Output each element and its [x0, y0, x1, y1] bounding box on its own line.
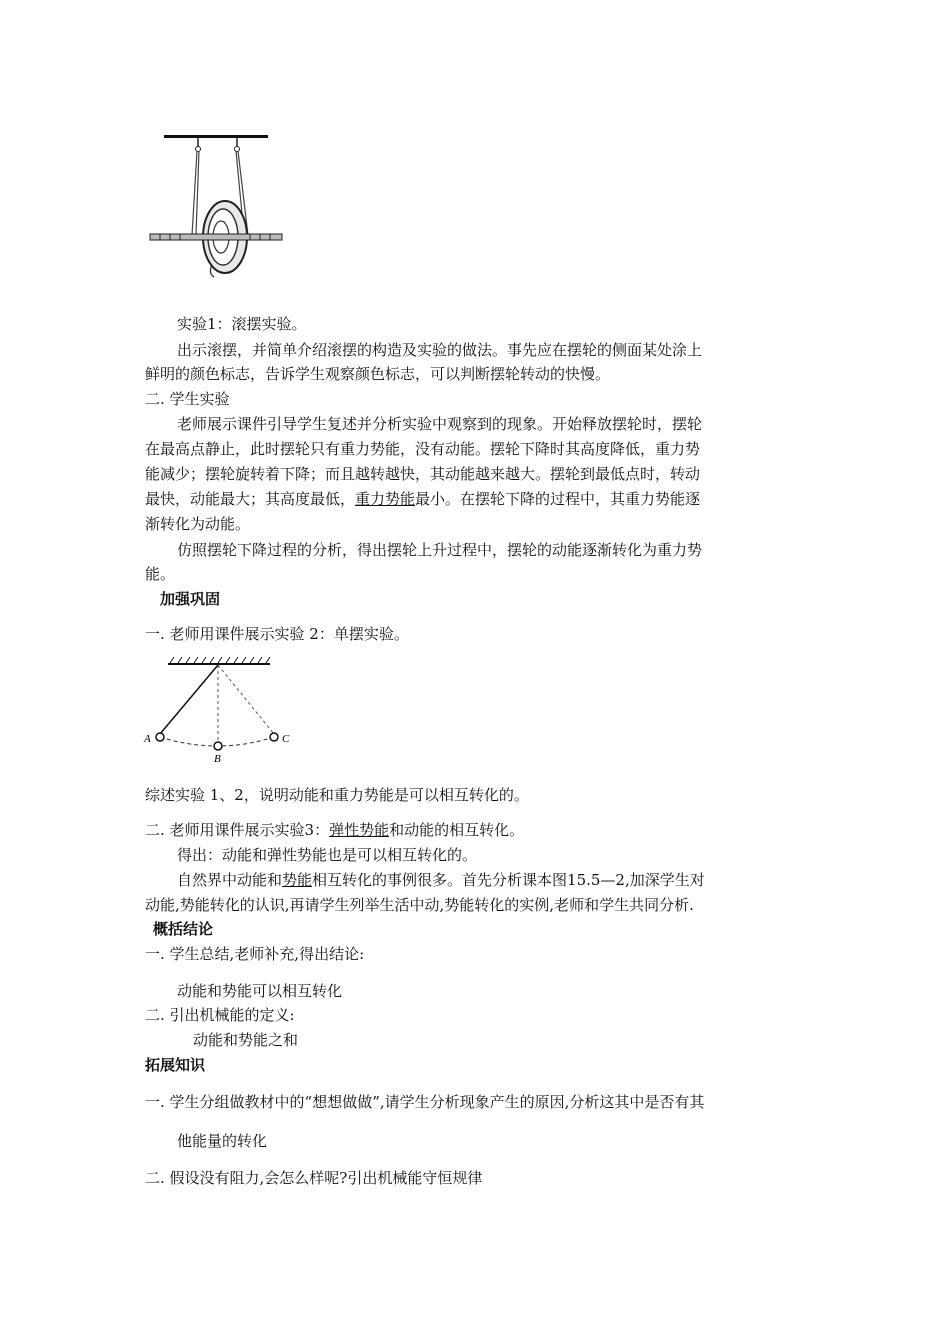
experiment-1-title: 实验1：滚摆实验。	[177, 315, 307, 333]
section-heading: 二. 学生实验	[145, 390, 230, 408]
maxwell-wheel-figure	[140, 125, 290, 285]
paragraph-line	[145, 489, 700, 509]
pendulum-label-a: A	[144, 733, 151, 745]
paragraph-line: 老师展示课件引导学生复述并分析实验中观察到的现象。开始释放摆轮时，摆轮	[177, 415, 703, 433]
paragraph-line: 渐转化为动能。	[145, 515, 251, 533]
heading-reinforce: 加强巩固	[160, 590, 221, 608]
paragraph-line: 能减少；摆轮旋转着下降；而且越转越快，其动能越来越大。摆轮到最低点时，转动	[145, 465, 701, 483]
underlined-term: 弹性势能	[329, 821, 390, 839]
paragraph-line: 能。	[145, 565, 176, 583]
underlined-term: 重力势能	[355, 490, 416, 508]
paragraph-line: 动能和势能之和	[193, 1031, 299, 1049]
heading-conclusion: 概括结论	[153, 920, 214, 938]
paragraph-line: 一. 学生分组做教材中的“想想做做”,请学生分析现象产生的原因,分析这其中是否有其	[145, 1093, 705, 1111]
paragraph-line: 在最高点静止，此时摆轮只有重力势能，没有动能。摆轮下降时其高度降低，重力势	[145, 440, 701, 458]
pendulum-label-c: C	[282, 733, 290, 745]
paragraph-line: 动能和势能可以相互转化	[177, 982, 343, 1000]
text-run: 和动能的相互转化。	[389, 821, 525, 839]
paragraph-line: 出示滚摆，并简单介绍滚摆的构造及实验的做法。事先应在摆轮的侧面某处涂上	[177, 341, 703, 359]
text-run: 自然界中动能和	[177, 871, 283, 889]
paragraph-line	[177, 870, 705, 890]
text-run: 最小。在摆轮下降的过程中，其重力势能逐	[415, 490, 701, 508]
paragraph-line: 鲜明的颜色标志，告诉学生观察颜色标志，可以判断摆轮转动的快慢。	[145, 365, 611, 383]
paragraph-line: 二. 假设没有阻力,会怎么样呢?引出机械能守恒规律	[145, 1169, 483, 1187]
text-run: 二. 老师用课件展示实验3：	[145, 821, 330, 839]
text-run: 最快，动能最大；其高度最低，	[145, 490, 356, 508]
heading-extension: 拓展知识	[145, 1056, 206, 1074]
paragraph-line: 得出：动能和弹性势能也是可以相互转化的。	[177, 846, 478, 864]
paragraph-line	[145, 820, 524, 840]
underlined-term: 势能	[282, 871, 313, 889]
paragraph-line: 二. 引出机械能的定义:	[145, 1006, 295, 1024]
pendulum-figure	[140, 655, 300, 765]
paragraph-line: 他能量的转化	[177, 1132, 268, 1150]
text-run: 相互转化的事例很多。首先分析课本图15.5—2,加深学生对	[312, 871, 705, 889]
paragraph-line: 动能,势能转化的认识,再请学生列举生活中动,势能转化的实例,老师和学生共同分析.	[145, 896, 694, 914]
paragraph-line: 仿照摆轮下降过程的分析，得出摆轮上升过程中，摆轮的动能逐渐转化为重力势	[177, 541, 703, 559]
paragraph-line: 综述实验 1、2，说明动能和重力势能是可以相互转化的。	[145, 786, 529, 804]
paragraph-line: 一. 老师用课件展示实验 2：单摆实验。	[145, 625, 409, 643]
pendulum-label-b: B	[214, 753, 221, 765]
paragraph-line: 一. 学生总结,老师补充,得出结论:	[145, 945, 365, 963]
